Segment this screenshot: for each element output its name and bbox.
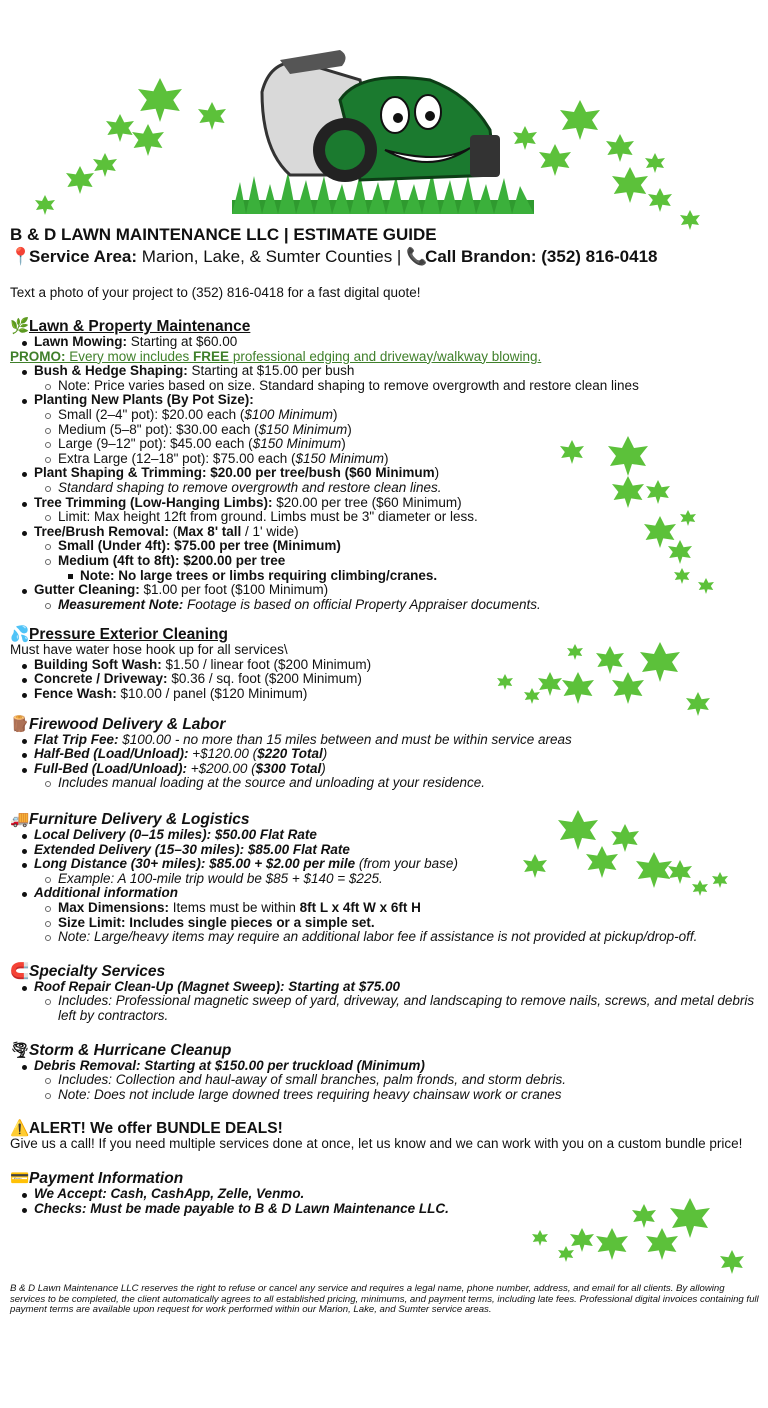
list-item	[10, 466, 760, 481]
list-item	[10, 1088, 760, 1103]
section-credit-card	[10, 1170, 760, 1216]
text-segment: Roof Repair Clean-Up (Magnet Sweep): Starting at $75.00	[34, 978, 401, 994]
service-area-value: Marion, Lake, & Sumter Counties |	[141, 247, 402, 266]
service-area-line	[10, 246, 760, 268]
list-item	[10, 496, 760, 511]
list-item	[10, 857, 760, 872]
section-heading	[10, 1170, 760, 1187]
note-line	[10, 643, 760, 658]
text-segment: Local Delivery (0–15 miles): $50.00 Flat Rate	[34, 827, 317, 843]
list-item	[10, 510, 760, 525]
text-segment: Additional information	[34, 885, 178, 901]
text-segment: $0.36 / sq. foot ($200 Minimum)	[167, 671, 362, 687]
list-item	[10, 364, 760, 379]
text-segment: Extended Delivery (15–30 miles): $85.00 Flat Rate	[34, 841, 350, 857]
section-heading	[10, 1120, 760, 1137]
list-item	[10, 747, 760, 762]
list-item	[10, 843, 760, 858]
text-segment: Long Distance (30+ miles): $85.00 + $2.00 per mile	[34, 856, 356, 872]
text-segment: Starting at $15.00 per bush	[187, 363, 355, 379]
text-segment: Note: Does not include large downed trees requiring heavy chainsaw work or cranes	[58, 1086, 562, 1102]
text-segment: Checks: Must be made payable to B & D Lawn Maintenance LLC.	[34, 1200, 449, 1216]
section-heading	[10, 318, 760, 335]
text-segment: Small (2–4" pot): $20.00 each (	[58, 406, 245, 422]
list-item	[10, 687, 760, 702]
section-truck	[10, 811, 760, 945]
list-item	[10, 1187, 760, 1202]
text-segment: Plant Shaping & Trimming: $20.00 per tree/bush (	[34, 465, 350, 481]
list-item	[10, 539, 760, 554]
list-item	[10, 1202, 760, 1217]
list-item	[10, 393, 760, 408]
section-title: Storm & Hurricane Cleanup	[29, 1041, 232, 1059]
text-segment: Includes: Professional magnetic sweep of yard, driveway, and landscaping to remove nails, screws, and metal debris left by contractors.	[58, 993, 755, 1023]
text-segment: Tree/Brush Removal:	[34, 523, 170, 539]
text-segment: Debris Removal: Starting at $150.00 per truckload (Minimum)	[34, 1057, 425, 1073]
section-magnet	[10, 963, 760, 1024]
section-title: Specialty Services	[29, 962, 166, 980]
list-item	[10, 672, 760, 687]
list-item	[10, 554, 760, 569]
list-item	[10, 930, 760, 945]
list-item	[10, 437, 760, 452]
text-segment: $60 Minimum	[349, 465, 435, 481]
sprout-icon: 🌿	[10, 318, 30, 335]
text-segment: Bush & Hedge Shaping:	[34, 363, 188, 379]
text-segment: Fence Wash:	[34, 686, 117, 702]
text-segment: $150 Minimum	[295, 450, 384, 466]
text-segment: Note: Price varies based on size. Standard shaping to remove overgrowth and restore clean lines	[58, 377, 639, 393]
text-segment: (	[169, 523, 178, 539]
list-item	[10, 452, 760, 467]
section-title: Pressure Exterior Cleaning	[29, 626, 228, 644]
warning-icon: ⚠️	[10, 1120, 30, 1138]
text-segment: $100.00 - no more than 15 miles between and must be within service areas	[118, 731, 572, 747]
text-segment: Example: A 100-mile trip would be $85 + $140 = $225.	[58, 870, 383, 886]
text-segment: Note: Large/heavy items may require an additional labor fee if assistance is not provided at pickup/drop-off.	[58, 929, 698, 945]
text-segment: Starting at $60.00	[126, 334, 238, 349]
tornado-icon: 🌪	[10, 1041, 30, 1059]
list-item	[10, 1073, 760, 1088]
list-item	[10, 980, 760, 995]
text-segment: Small (Under 4ft): $75.00 per tree (Minimum)	[58, 538, 341, 554]
list-item	[10, 872, 760, 887]
text-segment: Must have water hose hook up for all services\	[10, 642, 288, 658]
maple-leaf-icon	[570, 1228, 594, 1252]
text-segment: professional edging and driveway/walkway blowing.	[229, 348, 542, 364]
list-item	[10, 408, 760, 423]
section-heading	[10, 626, 760, 643]
section-sprout	[10, 318, 760, 612]
section-water-drops	[10, 626, 760, 701]
section-warning	[10, 1120, 760, 1152]
list-item	[10, 733, 760, 748]
list-item	[10, 776, 760, 791]
text-segment: We Accept: Cash, CashApp, Zelle, Venmo.	[34, 1185, 305, 1201]
magnet-icon: 🧲	[10, 962, 30, 980]
text-segment: )	[434, 465, 440, 481]
text-segment: Gutter Cleaning:	[34, 582, 140, 598]
section-title: Lawn & Property Maintenance	[29, 318, 251, 335]
section-title: Firewood Delivery & Labor	[29, 715, 226, 733]
pin-icon: 📍	[10, 247, 32, 266]
text-segment: +$200.00 (	[186, 760, 256, 776]
text-segment: $300 Total	[255, 760, 322, 776]
estimate-guide	[10, 224, 760, 1216]
section-tornado	[10, 1042, 760, 1103]
text-segment: Items must be within	[169, 900, 300, 915]
maple-leaf-icon	[646, 1228, 678, 1260]
truck-icon: 🚚	[10, 811, 30, 829]
text-segment: Max Dimensions:	[58, 900, 170, 915]
text-segment: Flat Trip Fee:	[34, 731, 119, 747]
list-item	[10, 828, 760, 843]
text-segment: Includes: Collection and haul-away of small branches, palm fronds, and storm debris.	[58, 1072, 567, 1088]
text-segment: )	[384, 450, 389, 466]
text-segment: Measurement Note:	[58, 596, 184, 612]
text-segment: Limit: Max height 12ft from ground. Limbs must be 3" diameter or less.	[58, 509, 478, 525]
list-item	[10, 423, 760, 438]
text-segment: Footage is based on official Property Appraiser documents.	[183, 596, 541, 612]
note-line	[10, 1137, 760, 1152]
list-item	[10, 583, 760, 598]
section-heading	[10, 811, 760, 828]
maple-leaf-icon	[596, 1228, 628, 1260]
text-segment: $150 Minimum	[252, 436, 342, 452]
page-title: B & D LAWN MAINTENANCE LLC | ESTIMATE GUIDE	[10, 225, 437, 244]
text-segment: $150 Minimum	[258, 421, 348, 437]
section-heading	[10, 1042, 760, 1059]
intro-text: Text a photo of your project to (352) 816-0418 for a fast digital quote!	[10, 285, 421, 300]
text-segment: $10.00 / panel ($120 Minimum)	[116, 686, 308, 702]
footer-disclaimer: B & D Lawn Maintenance LLC reserves the right to refuse or cancel any service and requires a legal name, phone number, address, and email for all clients. By allowing services to be completed, the client automatically agrees to all established pricing, minimums, and payment terms, including late fees. Professional digital invoices containing full payment terms are available upon request for work performed within our Marion, Lake, and Sumter service areas.	[10, 1283, 759, 1315]
water-drops-icon: 💦	[10, 626, 30, 644]
text-segment: 8ft L x 4ft W x 6ft H	[299, 900, 421, 915]
text-segment: )	[321, 760, 326, 776]
text-segment: $220 Total	[257, 746, 323, 762]
text-segment: $1.50 / linear foot ($200 Minimum)	[161, 656, 372, 672]
mower	[262, 50, 500, 182]
list-item	[10, 901, 760, 916]
list-item	[10, 335, 760, 350]
promo-line	[10, 350, 760, 365]
text-segment: Size Limit: Includes single pieces or a simple set.	[58, 914, 375, 930]
list-item	[10, 379, 760, 394]
text-segment: )	[341, 436, 346, 452]
text-segment: Note: No large trees or limbs requiring climbing/cranes.	[80, 567, 438, 583]
call-phone-link[interactable]: Call Brandon: (352) 816-0418	[425, 247, 658, 266]
text-segment: Tree Trimming (Low-Hanging Limbs):	[34, 494, 273, 510]
phone-icon: 📞	[406, 247, 428, 266]
section-heading	[10, 963, 760, 980]
credit-card-icon: 💳	[10, 1169, 30, 1187]
text-segment: Every mow includes	[65, 348, 194, 364]
list-item	[10, 1059, 760, 1074]
list-item	[10, 569, 760, 584]
maple-leaf-icon	[558, 1246, 574, 1262]
text-segment: Medium (5–8" pot): $30.00 each (	[58, 421, 259, 437]
section-heading	[10, 716, 760, 733]
text-segment: )	[347, 421, 352, 437]
service-area-label: Service Area:	[29, 247, 138, 266]
section-title: ALERT! We offer BUNDLE DEALS!	[29, 1120, 283, 1138]
maple-leaf-icon	[720, 1250, 744, 1274]
text-segment: +$120.00 (	[188, 746, 258, 762]
sections	[10, 318, 760, 1216]
text-segment: Lawn Mowing:	[34, 334, 127, 349]
list-item	[10, 762, 760, 777]
text-segment: FREE	[193, 348, 230, 364]
text-segment: PROMO:	[10, 348, 66, 364]
maple-leaf-icon	[532, 1230, 548, 1246]
section-wood-log	[10, 716, 760, 791]
wood-log-icon: 🪵	[10, 715, 30, 733]
text-segment: Includes manual loading at the source and unloading at your residence.	[58, 775, 486, 791]
list-item	[10, 658, 760, 673]
list-item	[10, 481, 760, 496]
text-segment: Large (9–12" pot): $45.00 each (	[58, 436, 253, 452]
text-segment: Extra Large (12–18" pot): $75.00 each (	[58, 450, 296, 466]
text-segment: Building Soft Wash:	[34, 656, 162, 672]
text-segment: Full-Bed (Load/Unload):	[34, 760, 187, 776]
list-item	[10, 886, 760, 901]
text-segment: Give us a call! If you need multiple services done at once, let us know and we can work with you on a custom bundle price!	[10, 1136, 743, 1152]
list-item	[10, 916, 760, 931]
mower-mascot-illustration	[0, 0, 768, 222]
text-segment: (from your base)	[355, 856, 458, 872]
text-segment: Max 8' tall	[177, 523, 242, 539]
list-item	[10, 994, 760, 1023]
text-segment: Planting New Plants (By Pot Size):	[34, 392, 254, 408]
text-segment: Concrete / Driveway:	[34, 671, 168, 687]
text-segment: Medium (4ft to 8ft): $200.00 per tree	[58, 552, 286, 568]
list-item	[10, 598, 760, 613]
text-segment: $20.00 per tree ($60 Minimum)	[272, 494, 462, 510]
text-segment: )	[332, 406, 338, 422]
list-item	[10, 525, 760, 540]
text-segment: )	[322, 746, 328, 762]
text-segment: Standard shaping to remove overgrowth and restore clean lines.	[58, 479, 442, 495]
text-segment: $100 Minimum	[244, 406, 333, 422]
text-segment: $1.00 per foot ($100 Minimum)	[139, 582, 329, 598]
section-title: Furniture Delivery & Logistics	[29, 811, 250, 829]
section-title: Payment Information	[29, 1169, 184, 1187]
text-segment: Half-Bed (Load/Unload):	[34, 746, 189, 762]
text-segment: / 1' wide)	[241, 523, 299, 539]
